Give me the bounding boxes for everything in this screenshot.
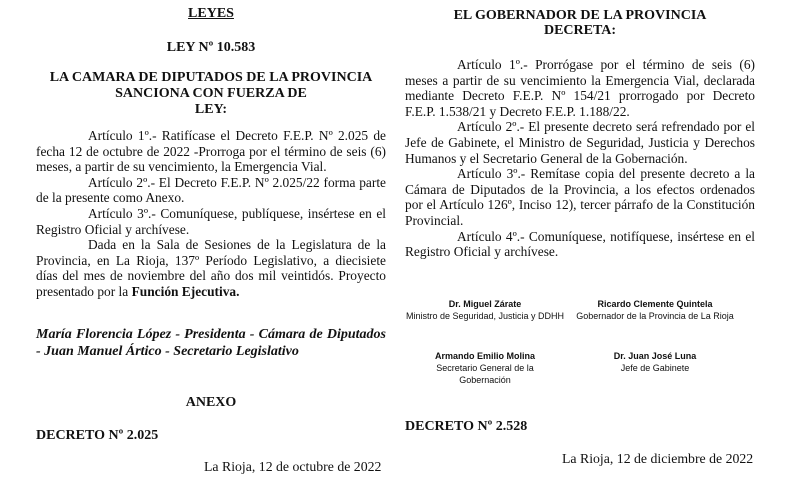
decree-date: La Rioja, 12 de octubre de 2022 bbox=[204, 459, 382, 474]
governor-line: EL GOBERNADOR DE LA PROVINCIA bbox=[453, 8, 707, 23]
article-2: Artículo 2º.- El Decreto F.E.P. Nº 2.025/22 forma parte de la presente como Anexo. bbox=[36, 174, 386, 206]
signature-block bbox=[575, 298, 735, 322]
signer-name: Ricardo Clemente Quintela bbox=[597, 299, 713, 309]
signer-role: Secretario General de la Gobernación bbox=[436, 363, 534, 385]
signer-role: Ministro de Seguridad, Justicia y DDHH bbox=[405, 311, 565, 321]
law-number: LEY Nº 10.583 bbox=[166, 40, 256, 55]
governor-heading bbox=[405, 8, 755, 38]
signer-role: Gobernador de la Provincia de La Rioja bbox=[576, 311, 734, 321]
sanction-text: Dada en la Sala de Sesiones de la Legislatura de la Provincia, en La Rioja, 137º Período Legislativo, a diecisiete días del mes de noviembre del año dos mil veintidós. Proyecto presentado por la bbox=[36, 237, 386, 299]
signature-block bbox=[405, 298, 565, 322]
article-3: Artículo 3º.- Remítase copia del presente decreto a la Cámara de Diputados de la Provincia, a los efectos ordenados por el Artículo 126º, Inciso 12), tercer párrafo de la Constitución Provincial. bbox=[405, 166, 755, 228]
section-title: LEYES bbox=[188, 6, 234, 21]
sanciona-line: LA CAMARA DE DIPUTADOS DE LA PROVINCIA bbox=[49, 70, 373, 85]
law-articles bbox=[36, 128, 386, 300]
law-signatories: María Florencia López - Presidenta - Cámara de Diputados - Juan Manuel Ártico - Secretario Legislativo bbox=[36, 327, 386, 359]
decree-number: DECRETO Nº 2.528 bbox=[405, 419, 528, 434]
decree-number: DECRETO Nº 2.025 bbox=[36, 428, 159, 443]
signer-name: Dr. Juan José Luna bbox=[613, 351, 697, 361]
article-4: Artículo 4º.- Comuníquese, notifíquese, insértese en el Registro Oficial y archívese. bbox=[405, 228, 755, 260]
article-2: Artículo 2º.- El presente decreto será refrendado por el Jefe de Gabinete, el Ministro de Seguridad, Justicia y Derechos Humanos y el Secretario General de la Gobernación. bbox=[405, 119, 755, 166]
sanciona-heading bbox=[36, 70, 386, 118]
author-name: Función Ejecutiva. bbox=[131, 283, 240, 299]
article-3: Artículo 3º.- Comuníquese, publíquese, insértese en el Registro Oficial y archívese. bbox=[36, 205, 386, 237]
decree-date: La Rioja, 12 de diciembre de 2022 bbox=[562, 451, 754, 466]
sanciona-line: LEY: bbox=[194, 102, 228, 117]
signature-block bbox=[415, 350, 555, 386]
signer-name: Armando Emilio Molina bbox=[434, 351, 535, 361]
article-1: Artículo 1º.- Prorrógase por el término de seis (6) meses a partir de su vencimiento la Emergencia Vial, declarada mediante Decreto F.E.P. Nº 154/21 prorrogado por Decreto F.E.P. 1.538/21 y Decreto F.E.P. 1.188/22. bbox=[405, 57, 755, 119]
signature-block bbox=[585, 350, 725, 374]
signer-role: Jefe de Gabinete bbox=[620, 363, 690, 373]
sanction-paragraph bbox=[36, 237, 386, 299]
signer-name: Dr. Miguel Zárate bbox=[448, 299, 522, 309]
sanciona-line: SANCIONA CON FUERZA DE bbox=[115, 86, 307, 101]
annex-title: ANEXO bbox=[185, 395, 237, 410]
decree-articles bbox=[405, 57, 755, 260]
article-1: Artículo 1º.- Ratifícase el Decreto F.E.P. Nº 2.025 de fecha 12 de octubre de 2022 -Prorroga por el término de seis (6) meses, a partir de su vencimiento, la Emergencia Vial. bbox=[36, 128, 386, 175]
decreta-line: DECRETA: bbox=[543, 23, 617, 38]
